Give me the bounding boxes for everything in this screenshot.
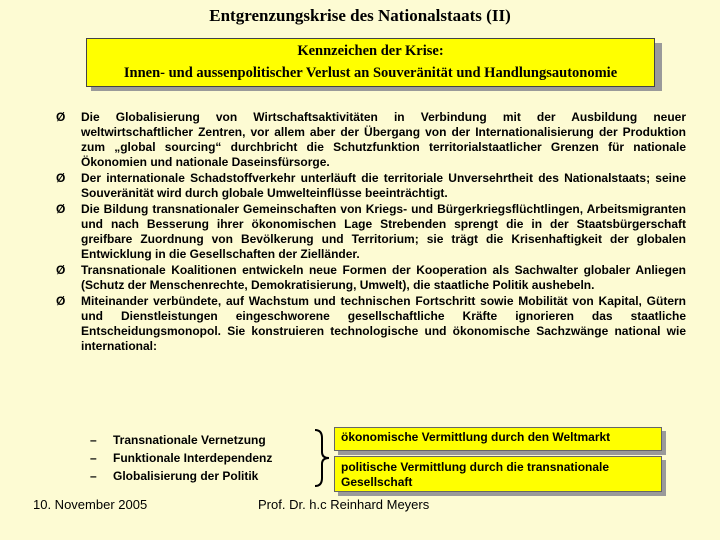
dash-bullet: – [90, 469, 97, 483]
header-box-line2: Innen- und aussenpolitischer Verlust an Souveränität und Handlungsautonomie [123, 65, 618, 81]
sub-list [90, 431, 320, 485]
header-box-line1: Kennzeichen der Krise: [297, 43, 444, 59]
arrow-bullet-icon: Ø [56, 202, 66, 216]
bullet-text: Miteinander verbündete, auf Wachstum und technischen Fortschritt sowie Mobilität von Kapital, Gütern und Dienstleistungen eingeschworene gesellschaftliche Kräfte ignorieren das staatliche Entscheidungsmonopol. Sie konstruieren technologische und ökonomische Sachzwänge national wie international: [81, 294, 686, 353]
arrow-bullet-icon: Ø [56, 110, 66, 124]
mediation-box-economic: ökonomische Vermittlung durch den Weltmarkt [334, 427, 662, 451]
bullet-text: Die Globalisierung von Wirtschaftsaktivitäten in Verbindung mit der Ausbildung neuer weltwirtschaftlicher Zentren, vor allem aber der Übergang von der Internationalisierung der Produktion zum „global sourcing“ durchbricht die Schutzfunktion territorialstaatlicher Grenzen für nationale Ökonomien und nationale Daseinsfürsorge. [81, 110, 686, 169]
bullet-list [56, 110, 686, 355]
dash-bullet: – [90, 433, 97, 447]
footer-author: Prof. Dr. h.c Reinhard Meyers [258, 497, 430, 512]
arrow-bullet-icon: Ø [56, 263, 66, 277]
bullet-text: Die Bildung transnationaler Gemeinschaften von Kriegs- und Bürgerkriegsflüchtlingen, Arbeitsmigranten und nach Besserung ihrer ökonomischen Lage Strebenden sprengt die in der Staatsbürgerschaft greifbare Zuordnung von Bevölkerung und Territorium; sie trägt die Krisenhaftigkeit der globalen Entwicklung in die Gesellschaften der Zielländer. [81, 202, 686, 261]
sub-item-text: Globalisierung der Politik [113, 469, 259, 483]
sub-list-item [90, 467, 320, 485]
list-item [56, 110, 686, 170]
arrow-bullet-icon: Ø [56, 171, 66, 185]
mediation-box-political: politische Vermittlung durch die transnationale Gesellschaft [334, 456, 662, 492]
sub-list-item [90, 449, 320, 467]
dash-bullet: – [90, 451, 97, 465]
list-item [56, 202, 686, 262]
footer-date: 10. November 2005 [33, 497, 148, 512]
bullet-text: Der internationale Schadstoffverkehr unterläuft die territoriale Unversehrtheit des Nationalstaats; seine Souveränität wird durch globale Umwelteinflüsse beeinträchtigt. [81, 171, 686, 200]
list-item [56, 263, 686, 293]
header-box [86, 38, 655, 87]
arrow-bullet-icon: Ø [56, 294, 66, 308]
list-item [56, 294, 686, 354]
sub-list-item [90, 431, 320, 449]
list-item [56, 171, 686, 201]
sub-item-text: Transnationale Vernetzung [113, 433, 266, 447]
sub-item-text: Funktionale Interdependenz [113, 451, 273, 465]
slide-title: Entgrenzungskrise des Nationalstaats (II) [209, 6, 511, 25]
right-brace-icon [312, 428, 332, 488]
bullet-text: Transnationale Koalitionen entwickeln neue Formen der Kooperation als Sachwalter globaler Anliegen (Schutz der Menschenrechte, Demokratisierung, Umwelt), die staatliche Politik aushebeln. [81, 263, 686, 292]
